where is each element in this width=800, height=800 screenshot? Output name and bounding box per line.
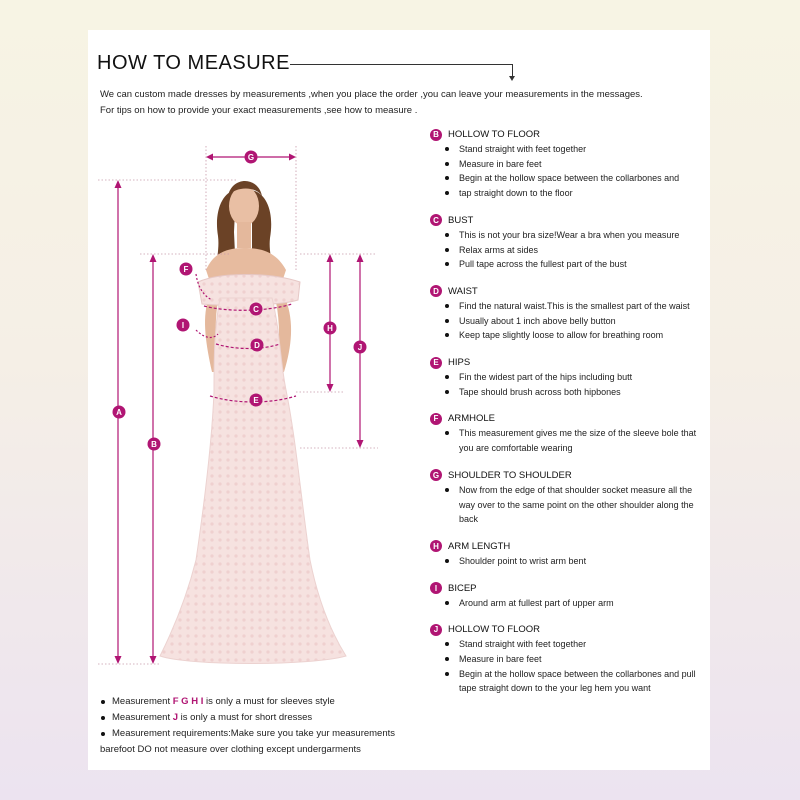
bullet: Measure in bare feet [430, 652, 710, 667]
svg-text:J: J [357, 343, 363, 352]
svg-text:G: G [247, 153, 255, 162]
bullet-continuation: back [459, 514, 479, 525]
section-f-badge: F [430, 413, 442, 425]
intro-line-1: We can custom made dresses by measurements ,when you place the order ,you can leave your measurements in the messages. [100, 89, 643, 100]
bullet-continuation: you are comfortable wearing [459, 443, 573, 454]
section-b-title: HOLLOW TO FLOOR [448, 129, 541, 140]
svg-text:H: H [327, 324, 333, 333]
bullet: Stand straight with feet together [430, 637, 710, 652]
note-item: Measurement requirements:Make sure you take yur measurements [100, 726, 460, 742]
svg-text:D: D [254, 341, 260, 350]
bullet: Now from the edge of that shoulder socket measure all the [430, 483, 710, 498]
section-b [430, 127, 710, 201]
arrow-down-icon [509, 76, 515, 81]
model-face [229, 186, 259, 226]
page-title: HOW TO MEASURE [97, 52, 290, 74]
bullet: This measurement gives me the size of the sleeve bole that [430, 426, 710, 441]
dress [160, 298, 346, 664]
svg-text:C: C [253, 305, 259, 314]
bullet: Find the natural waist.This is the smallest part of the waist [430, 299, 710, 314]
section-e-title: HIPS [448, 357, 471, 369]
bullet-continuation: way over to the same point on the other shoulder along the [459, 499, 694, 510]
section-c [430, 213, 710, 272]
intro-line-2: For tips on how to provide your exact measurements ,see how to measure . [100, 105, 418, 116]
measurement-figure [96, 126, 396, 671]
section-h [430, 539, 710, 569]
bullet: Fin the widest part of the hips including butt [430, 370, 710, 385]
figure-label-j [354, 341, 367, 354]
figure-label-e [250, 394, 263, 407]
highlight-letters: J [172, 712, 179, 723]
figure-label-c [250, 303, 263, 316]
section-j [430, 622, 710, 696]
svg-text:E: E [253, 396, 259, 405]
section-j-badge: J [430, 624, 442, 636]
section-i-badge: I [430, 582, 442, 594]
section-h-title: ARM LENGTH [448, 540, 511, 552]
highlight-letters: F G H I [172, 696, 204, 707]
section-i-title: BICEP [448, 582, 477, 594]
section-d [430, 284, 710, 343]
figure-label-g [245, 151, 258, 164]
section-f-title: ARMHOLE [448, 413, 495, 425]
section-i [430, 581, 710, 611]
figure-label-h [324, 322, 337, 335]
section-b-badge: B [430, 129, 442, 141]
bullet: Usually about 1 inch above belly button [430, 314, 710, 329]
note-continuation: barefoot DO not measure over clothing except undergarments [100, 744, 361, 755]
section-e [430, 355, 710, 399]
section-j-title: HOLLOW TO FLOOR [448, 624, 541, 636]
svg-text:I: I [181, 321, 185, 330]
bullet: Relax arms at sides [430, 243, 710, 258]
bullet: Tape should brush across both hipbones [430, 385, 710, 400]
notes-list [100, 694, 460, 758]
section-d-badge: D [430, 285, 442, 297]
note-item: Measurement J is only a must for short dresses [100, 710, 460, 726]
section-d-title: WAIST [448, 285, 478, 297]
svg-text:A: A [116, 408, 122, 417]
section-h-badge: H [430, 540, 442, 552]
note-item: Measurement F G H I is only a must for sleeves style [100, 694, 460, 710]
title-arrow-line [290, 64, 512, 65]
figure-label-d [251, 339, 264, 352]
bullet: Around arm at fullest part of upper arm [430, 596, 710, 611]
bullet-continuation: tape straight down to the your leg hem you want [459, 683, 651, 694]
bullet: Keep tape slightly loose to allow for breathing room [430, 328, 710, 343]
figure-label-a [113, 406, 126, 419]
figure-label-i [177, 319, 190, 332]
figure-label-f [180, 263, 193, 276]
section-c-badge: C [430, 214, 442, 226]
section-g-badge: G [430, 469, 442, 481]
section-g [430, 468, 710, 527]
svg-text:F: F [183, 265, 189, 274]
bullet: Shoulder point to wrist arm bent [430, 554, 710, 569]
bullet: Measure in bare feet [430, 157, 710, 172]
figure-label-b [148, 438, 161, 451]
section-f [430, 411, 710, 455]
bullet: Begin at the hollow space between the collarbones and [430, 171, 710, 186]
section-g-title: SHOULDER TO SHOULDER [448, 469, 572, 481]
measurement-instructions [430, 127, 710, 708]
bullet: Begin at the hollow space between the collarbones and pull [430, 667, 710, 682]
section-e-badge: E [430, 357, 442, 369]
bullet: Pull tape across the fullest part of the bust [430, 257, 710, 272]
bullet-continuation: tap straight down to the floor [430, 186, 710, 201]
bullet: Stand straight with feet together [430, 142, 710, 157]
section-c-title: BUST [448, 214, 474, 226]
svg-text:B: B [151, 440, 157, 449]
bullet: This is not your bra size!Wear a bra when you measure [430, 228, 710, 243]
